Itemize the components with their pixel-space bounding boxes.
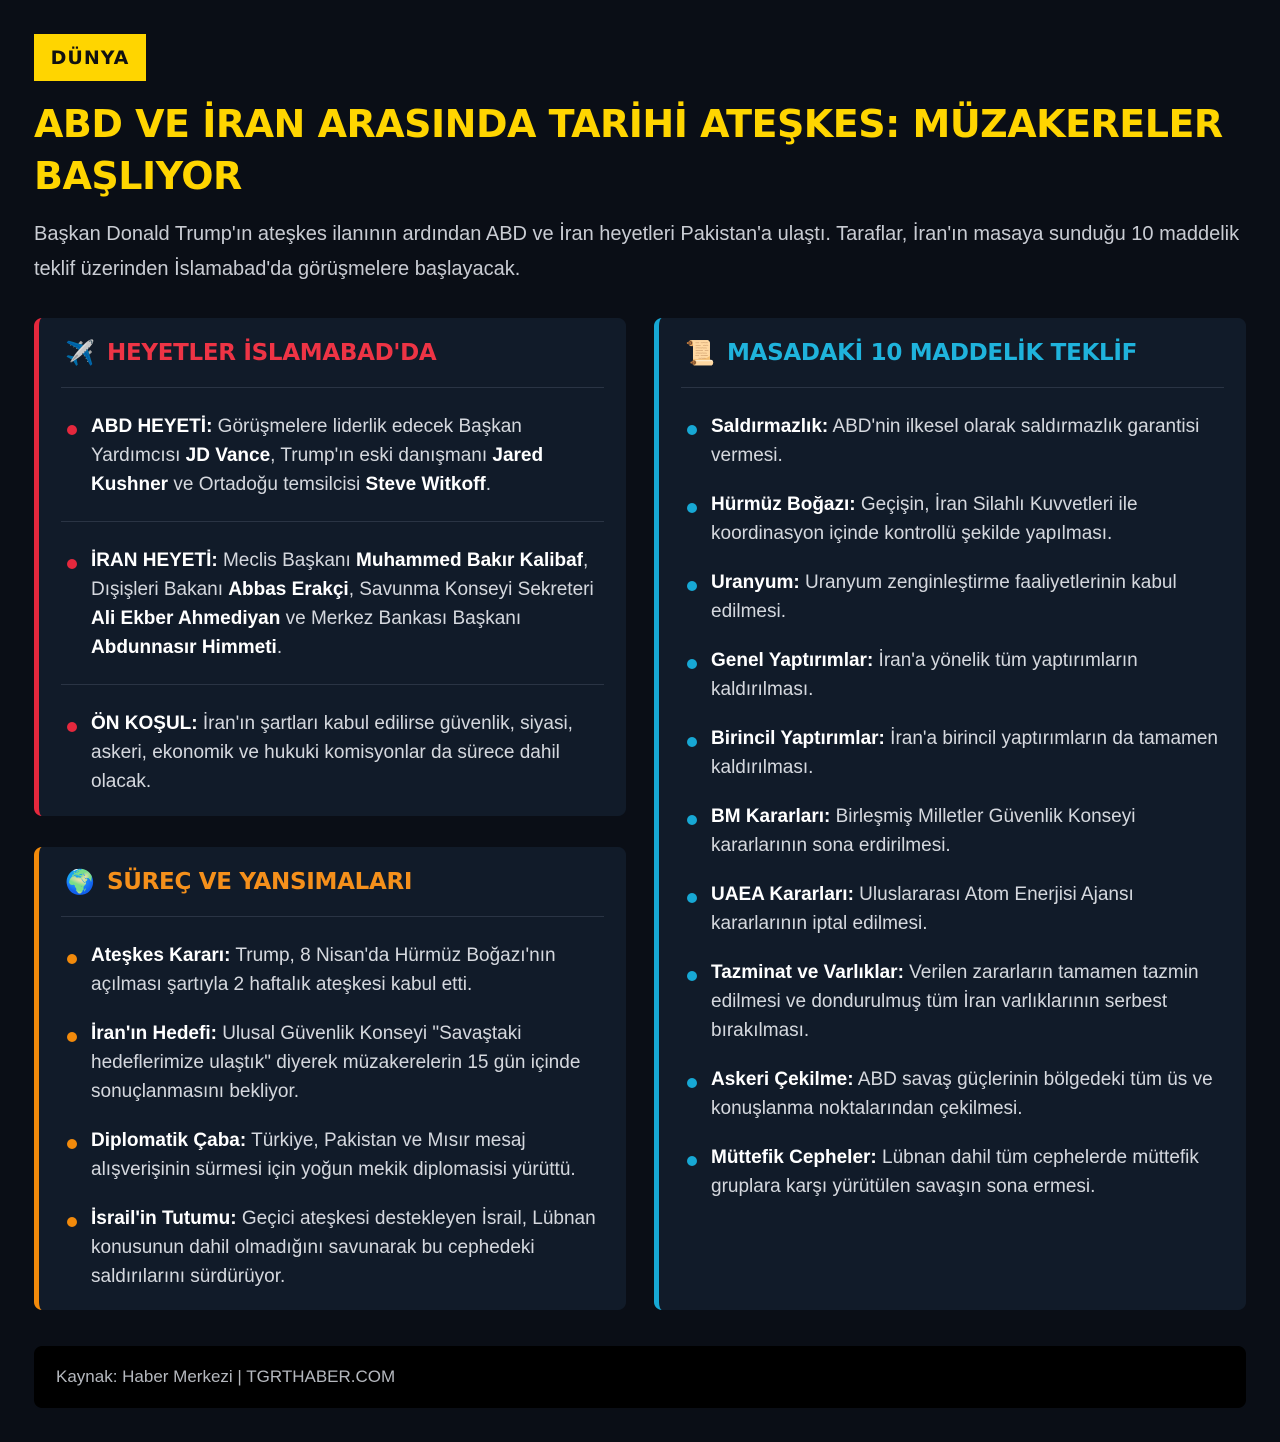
bullet-icon	[687, 1156, 697, 1166]
delegations-card	[34, 318, 626, 816]
person-name: Jared Kushner	[91, 445, 544, 495]
delegations-title: HEYETLER İSLAMABAD'DA	[107, 339, 437, 366]
bullet-icon	[687, 815, 697, 825]
item-text: Meclis Başkanı	[217, 550, 357, 571]
item-label: UAEA Kararları:	[711, 884, 854, 905]
item-text: Lübnan dahil tüm cephelerde müttefik gruplara karşı yürütülen savaşın sona ermesi.	[711, 1147, 1199, 1197]
item-text: İran'a yönelik tüm yaptırımların kaldırılması.	[711, 650, 1138, 700]
list-item	[687, 802, 1224, 860]
list-item	[687, 490, 1224, 548]
item-text: Geçişin, İran Silahlı Kuvvetleri ile koordinasyon içinde kontrollü şekilde yapılması.	[711, 494, 1138, 544]
list-item	[67, 1204, 604, 1291]
bullet-icon	[67, 559, 77, 569]
bullet-icon	[67, 1139, 77, 1149]
item-text: .	[485, 474, 492, 495]
item-label: İsrail'in Tutumu:	[91, 1208, 237, 1229]
item-label: BM Kararları:	[711, 806, 831, 827]
list-item	[67, 941, 604, 999]
person-name: Steve Witkoff	[365, 474, 486, 495]
item-label: Askeri Çekilme:	[711, 1069, 854, 1090]
item-label: Saldırmazlık:	[711, 416, 829, 437]
item-text: İran'ın şartları kabul edilirse güvenlik, siyasi, askeri, ekonomik ve hukuki komisyonlar da sürece dahil olacak.	[91, 713, 573, 792]
bullet-icon	[687, 893, 697, 903]
list-item	[687, 724, 1224, 782]
item-text: ve Ortadoğu temsilcisi	[168, 474, 366, 495]
item-label: ABD HEYETİ:	[91, 416, 213, 437]
lead-paragraph: Başkan Donald Trump'ın ateşkes ilanının ardından ABD ve İran heyetleri Pakistan'a ulaştı. Taraflar, İran'ın masaya sunduğu 10 maddelik teklif üzerinden İslamabad'da görüşmelere başlayacak.	[34, 223, 1240, 280]
item-text: ABD'nin ilkesel olarak saldırmazlık garantisi vermesi.	[711, 416, 1200, 466]
list-item-precondition	[67, 709, 604, 796]
item-text: ABD savaş güçlerinin bölgedeki tüm üs ve konuşlanma noktalarından çekilmesi.	[711, 1069, 1213, 1119]
list-item	[687, 568, 1224, 626]
headline: ABD VE İRAN ARASINDA TARİHİ ATEŞKES: MÜZAKERELER BAŞLIYOR	[34, 102, 1223, 198]
item-text: İran'a birincil yaptırımların da tamamen kaldırılması.	[711, 728, 1218, 778]
process-title: SÜREÇ VE YANSIMALARI	[107, 868, 413, 895]
list-item	[687, 880, 1224, 938]
item-label: İran'ın Hedefi:	[91, 1023, 217, 1044]
bullet-icon	[67, 1217, 77, 1227]
delegations-header	[61, 318, 604, 388]
list-item-iran-delegation	[67, 546, 604, 662]
item-label: Hürmüz Boğazı:	[711, 494, 856, 515]
bullet-icon	[687, 581, 697, 591]
item-label: Müttefik Cepheler:	[711, 1147, 877, 1168]
item-label: İRAN HEYETİ:	[91, 550, 218, 571]
item-label: Ateşkes Kararı:	[91, 945, 231, 966]
person-name: JD Vance	[185, 445, 271, 466]
globe-icon: 🌍	[65, 867, 95, 896]
item-label: Diplomatik Çaba:	[91, 1130, 247, 1151]
item-text: Uranyum zenginleştirme faaliyetlerinin kabul edilmesi.	[711, 572, 1177, 622]
item-text: Verilen zararların tamamen tazmin edilmesi ve dondurulmuş tüm İran varlıklarının serbest bırakılması.	[711, 962, 1199, 1041]
list-item-us-delegation	[67, 412, 604, 499]
item-label: Birincil Yaptırımlar:	[711, 728, 885, 749]
item-text: , Dışişleri Bakanı	[91, 550, 589, 600]
bullet-icon	[687, 737, 697, 747]
person-name: Muhammed Bakır Kalibaf	[356, 550, 584, 571]
bullet-icon	[687, 659, 697, 669]
item-text: , Savunma Konseyi Sekreteri	[348, 579, 594, 600]
proposal-title: MASADAKİ 10 MADDELİK TEKLİF	[727, 339, 1138, 366]
bullet-icon	[67, 954, 77, 964]
proposal-header	[681, 318, 1224, 388]
list-item	[687, 958, 1224, 1045]
bullet-icon	[67, 722, 77, 732]
item-text: Trump, 8 Nisan'da Hürmüz Boğazı'nın açılması şartıyla 2 haftalık ateşkesi kabul etti.	[91, 945, 556, 995]
item-text: .	[276, 637, 283, 658]
bullet-icon	[687, 971, 697, 981]
item-label: Genel Yaptırımlar:	[711, 650, 874, 671]
airplane-icon: ✈️	[65, 338, 95, 367]
person-name: Abdunnasır Himmeti	[91, 637, 277, 658]
list-item	[67, 1019, 604, 1106]
list-item	[687, 1065, 1224, 1123]
person-name: Ali Ekber Ahmediyan	[91, 608, 281, 629]
item-text: ve Merkez Bankası Başkanı	[280, 608, 522, 629]
scroll-icon: 📜	[685, 338, 715, 367]
process-header	[61, 847, 604, 917]
item-text: Uluslararası Atom Enerjisi Ajansı kararlarının iptal edilmesi.	[711, 884, 1134, 934]
item-text: , Trump'ın eski danışmanı	[270, 445, 493, 466]
source-footer	[34, 1346, 1246, 1408]
category-badge[interactable]: DÜNYA	[34, 34, 146, 81]
bullet-icon	[67, 425, 77, 435]
process-card	[34, 847, 626, 1310]
list-item	[687, 412, 1224, 470]
item-text: Türkiye, Pakistan ve Mısır mesaj alışverişinin sürmesi için yoğun mekik diplomasisi yürüttü.	[91, 1130, 576, 1180]
list-item	[67, 1126, 604, 1184]
item-text: Görüşmelere liderlik edecek Başkan Yardımcısı	[91, 416, 522, 466]
list-item	[687, 646, 1224, 704]
bullet-icon	[67, 1032, 77, 1042]
bullet-icon	[687, 503, 697, 513]
proposal-card	[654, 318, 1246, 1310]
item-text: Ulusal Güvenlik Konseyi "Savaştaki hedeflerimize ulaştık" diyerek müzakerelerin 15 gün içinde sonuçlanmasını bekliyor.	[91, 1023, 581, 1102]
source-text: Kaynak: Haber Merkezi | TGRTHABER.COM	[56, 1367, 396, 1386]
item-label: Tazminat ve Varlıklar:	[711, 962, 904, 983]
item-text: Birleşmiş Milletler Güvenlik Konseyi kararlarının sona erdirilmesi.	[711, 806, 1136, 856]
item-text: Geçici ateşkesi destekleyen İsrail, Lübnan konusunun dahil olmadığını savunarak bu cephedeki saldırılarını sürdürüyor.	[91, 1208, 596, 1287]
person-name: Abbas Erakçi	[228, 579, 349, 600]
bullet-icon	[687, 1078, 697, 1088]
list-item	[687, 1143, 1224, 1201]
item-label: ÖN KOŞUL:	[91, 713, 198, 734]
bullet-icon	[687, 425, 697, 435]
item-label: Uranyum:	[711, 572, 800, 593]
